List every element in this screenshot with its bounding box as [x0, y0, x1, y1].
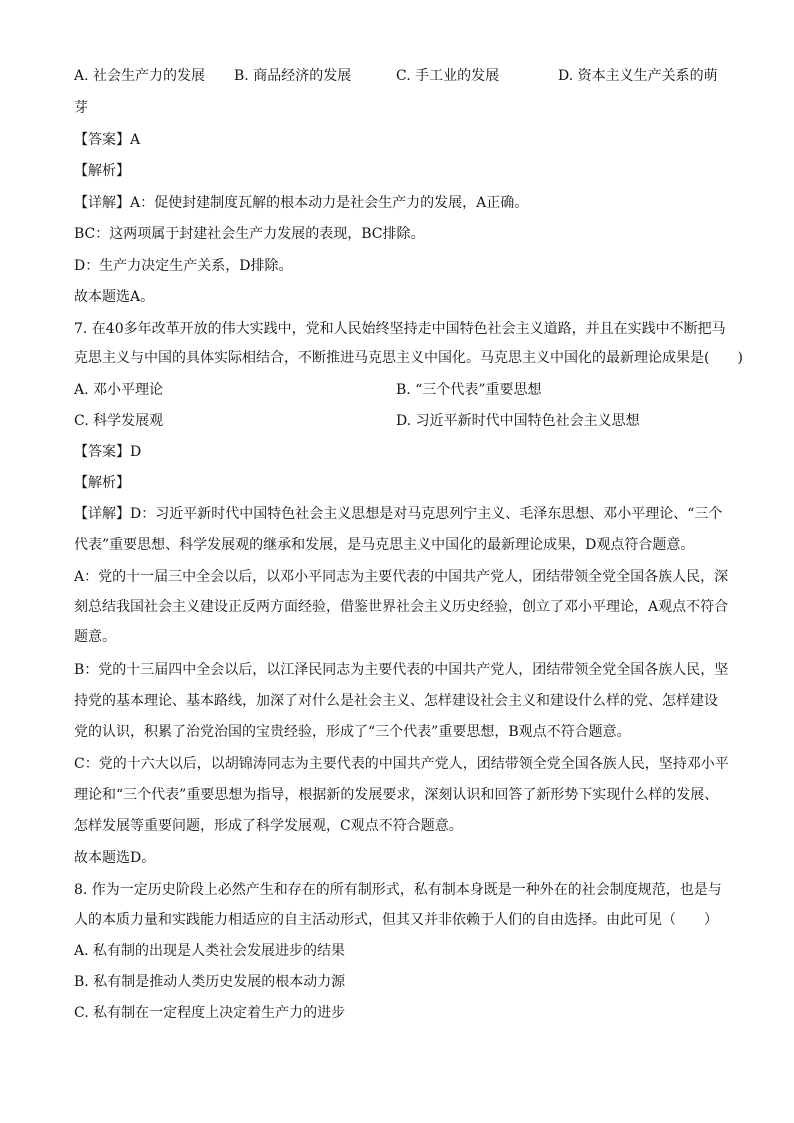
q7-detail-line: 刻总结我国社会主义建设正反两方面经验，借鉴世界社会主义历史经验，创立了邓小平理论，A观点不符合	[74, 599, 729, 615]
q7-detail-line: 【详解】D：习近平新时代中国特色社会主义思想是对马克思列宁主义、毛泽东思想、邓小平理论、“三个	[74, 506, 723, 522]
q6-detail-line: D：生产力决定生产关系，D排除。	[74, 258, 293, 274]
q6-detail-line: 【详解】A：促使封建制度瓦解的根本动力是社会生产力的发展，A正确。	[74, 195, 529, 211]
q7-option-c: C. 科学发展观	[74, 413, 164, 429]
q6-option-d: D. 资本主义生产关系的萌	[558, 68, 718, 84]
q7-option-a: A. 邓小平理论	[74, 382, 164, 398]
q7-detail-line: 理论和“三个代表”重要思想为指导，根据新的发展要求，深刻认识和回答了新形势下实现什么样的发展、	[74, 787, 719, 803]
q7-option-d: D. 习近平新时代中国特色社会主义思想	[396, 413, 640, 429]
q7-stem-line: 7. 在40多年改革开放的伟大实践中，党和人民始终坚持走中国特色社会主义道路，并且在实践中不断把马	[74, 321, 726, 337]
q7-detail-line: 题意。	[74, 629, 116, 645]
q7-stem-line: 克思主义与中国的具体实际相结合，不断推进马克思主义中国化。马克思主义中国化的最新理论成果是( )	[74, 350, 743, 366]
q7-detail-line: C：党的十六大以后，以胡锦涛同志为主要代表的中国共产党人，团结带领全党全国各族人民，坚持邓小平	[74, 756, 729, 772]
q6-option-d-continued: 芽	[74, 100, 88, 116]
q8-stem-line: 8. 作为一定历史阶段上必然产生和存在的所有制形式，私有制本身既是一种外在的社会制度规范，也是与	[74, 882, 722, 898]
q6-option-a: A. 社会生产力的发展	[74, 68, 206, 84]
q7-conclusion: 故本题选D。	[74, 850, 156, 866]
q8-option-c: C. 私有制在一定程度上决定着生产力的进步	[74, 1005, 346, 1021]
q7-detail-line: 怎样发展等重要问题，形成了科学发展观，C观点不符合题意。	[74, 818, 463, 834]
q7-detail-line: 党的认识，积累了治党治国的宝贵经验，形成了“三个代表”重要思想，B观点不符合题意。	[74, 724, 631, 740]
q6-option-b: B. 商品经济的发展	[234, 68, 352, 84]
q7-options-row	[74, 380, 734, 400]
q6-conclusion: 故本题选A。	[74, 289, 155, 305]
q6-options-row	[74, 66, 734, 86]
q7-detail-line: 持党的基本理论、基本路线，加深了对什么是社会主义、怎样建设社会主义和建设什么样的党、怎样建设	[74, 693, 718, 709]
q6-detail-line: BC：这两项属于封建社会生产力发展的表现，BC排除。	[74, 226, 425, 242]
q6-analysis-heading: 【解析】	[74, 163, 130, 179]
q7-detail-line: 代表”重要思想、科学发展观的继承和发展，是马克思主义中国化的最新理论成果，D观点符合题意。	[74, 537, 695, 553]
q8-option-b: B. 私有制是推动人类历史发展的根本动力源	[74, 974, 346, 990]
q7-analysis-heading: 【解析】	[74, 475, 130, 491]
q7-detail-line: B：党的十三届四中全会以后，以江泽民同志为主要代表的中国共产党人，团结带领全党全国各族人民，坚	[74, 662, 729, 678]
q6-answer: 【答案】A	[74, 132, 141, 148]
q7-option-b: B. “三个代表”重要思想	[396, 382, 542, 398]
q7-answer: 【答案】D	[74, 444, 142, 460]
q6-option-c: C. 手工业的发展	[396, 68, 500, 84]
q7-options-row	[74, 411, 734, 431]
q7-detail-line: A：党的十一届三中全会以后，以邓小平同志为主要代表的中国共产党人，团结带领全党全国各族人民，深	[74, 569, 729, 585]
q8-option-a: A. 私有制的出现是人类社会发展进步的结果	[74, 943, 346, 959]
q8-stem-line: 人的本质力量和实践能力相适应的自主活动形式，但其又并非依赖于人们的自由选择。由此可见（ ）	[74, 912, 718, 928]
